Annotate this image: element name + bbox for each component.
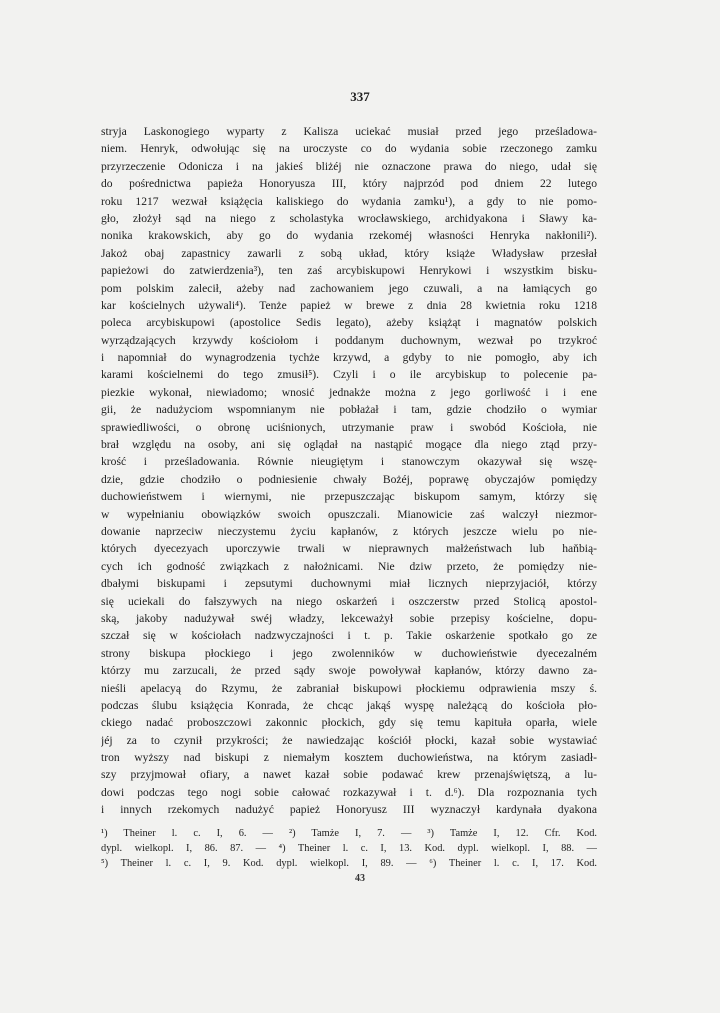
text-line: pom polskim zalecił, ażeby nad zachowaniem jego czuwali, a na łamiących go [101, 281, 597, 295]
text-line: dbałymi biskupami i zepsutymi duchownymi miał licznych nieprzyjaciół, którzy [101, 577, 597, 591]
text-line: niem. Henryk, odwołując się na uroczyste co do wydania sobie rzeczonego zamku [101, 142, 597, 156]
text-line: nieśli apelacyą do Rzymu, że zabraniał biskupowi płockiemu odprawienia mszy ś. [101, 681, 597, 695]
text-line: do pośrednictwa papieża Honoryusza III, który najprzód pod dniem 22 lutego [101, 177, 597, 191]
text-line: i napomniał do wynagrodzenia tychże krzywd, a gdyby to nie pomogło, aby ich [101, 351, 597, 365]
text-line: przyrzeczenie Odonicza i na jakieś bliżéj nie oznaczone prawa do niego, udał się [101, 159, 597, 173]
text-line: ckiego nadać proboszczowi zakonnic płockich, gdy się temu kapituła oparła, wiele [101, 716, 597, 730]
text-line: sprawiedliwości, o obronę uciśnionych, utrzymanie praw i swobód Kościoła, nie [101, 420, 597, 434]
text-line: tron wyższy nad biskupi z niemałym kosztem duchowieństwa, na którym zasiadł- [101, 751, 597, 765]
text-line: papieżowi do zatwierdzenia³), ten zaś arcybiskupowi Henrykowi i wszystkim bisku- [101, 264, 597, 278]
text-line: piezkie wykonał, niewiadomo; wnosić jednakże można z jego gorliwość i i ene [101, 385, 597, 399]
text-line: nonika krakowskich, aby go do wydania rzekoméj własności Henryka nakłonili²). [101, 229, 597, 243]
text-line: cych ich godność związkach z nałożnicami. Nie dziw przeto, że pomiędzy nie- [101, 559, 597, 573]
text-line: którzy mu zarzucali, że przed sądy swoje powoływał kapłanów, którzy dawno za- [101, 664, 597, 678]
text-line: gło, złożył sąd na niego z scholastyka wrocławskiego, archidyakona i Sławy ka- [101, 211, 597, 225]
text-line: poleca arcybiskupowi (apostolice Sedis legato), ażeby książąt i magnatów polskich [101, 316, 597, 330]
text-line: stryja Laskonogiego wyparty z Kalisza uciekać musiał przed jego prześladowa- [101, 125, 597, 138]
text-line: dowanie naprzeciw nieczystemu życiu kapłanów, z których jeszcze wielu po nie- [101, 524, 597, 538]
text-line: Jakoż obaj zapastnicy zawarli z sobą układ, który książe Władysław przesłał [101, 246, 597, 260]
footnote-line: ¹) Theiner l. c. I, 6. — ²) Tamże I, 7. — ³) Tamże I, 12. Cfr. Kod. [101, 828, 597, 839]
text-line: się uciekali do fałszywych na niego oskarżeń i oszczerstw przed Stolicą apostol- [101, 594, 597, 608]
text-line: wyrządzających krzywdy kościołom i poddanym duchownym, wezwał po trzykroć [101, 333, 597, 347]
text-line: krość i prześladowania. Równie nieugiętym i stanowczym okazywał się wszę- [101, 455, 597, 469]
text-line: podczas ślubu książęcia Konrada, że chcąc jakąś wyspę należącą do kościoła pło- [101, 698, 597, 712]
footnotes [101, 826, 597, 871]
text-line: w wypełnianiu obowiązków swoich opuszczali. Mianowicie zaś walczył niezmor- [101, 507, 597, 521]
text-line: i innych rzekomych nadużyć papież Honoryusz III wyznaczył kardynała dyakona [101, 803, 597, 817]
footnote-line: dypl. wielkopl. I, 86. 87. — ⁴) Theiner l. c. I, 13. Kod. dypl. wielkopl. I, 88. — [101, 843, 597, 854]
text-line: brał względu na osoby, ani się oglądał na nastąpić mogące dla niego ztąd przy- [101, 438, 597, 452]
text-line: szy przyjmował ofiary, a nawet kazał sobie podawać krew przenajświętszą, a lu- [101, 768, 597, 782]
text-line: duchowieństwem i wiernymi, nie przepuszczając biskupom samym, którzy się [101, 490, 597, 504]
text-line: strony biskupa płockiego i jego zwolenników w duchowieństwie dyecezalném [101, 646, 597, 660]
text-line: dowi podczas tego nogi sobie całować rozkazywał i t. d.⁶). Dla rozpoznania tych [101, 785, 597, 799]
text-line: kar kościelnych używali⁴). Tenże papież w brewe z dnia 28 kwietnia roku 1218 [101, 298, 597, 312]
text-line: roku 1217 wezwał książęcia kaliskiego do wydania zamku¹), a gdy to nie pomo- [101, 194, 597, 208]
text-line: szczał się w kościołach nadzwyczajności i t. p. Takie oskarżenie spotkało go ze [101, 629, 597, 643]
footnote-line: ⁵) Theiner l. c. I, 9. Kod. dypl. wielkopl. I, 89. — ⁶) Theiner l. c. I, 17. Kod. [101, 858, 597, 869]
text-line: ską, jakoby nadużywał swéj władzy, lekceważył sobie przepisy kościelne, dopu- [101, 611, 597, 625]
page-number: 337 [350, 89, 370, 104]
text-line: karami kościelnemi do tego zmusił⁵). Czyli i o ile arcybiskup to polecenie pa- [101, 368, 597, 382]
text-line: których dyecezyach uporczywie trwali w nieprawnych małżeństwach lub haňbią- [101, 542, 597, 556]
text-line: jéj za to czynił przykrości; że nawiedzając kościół płocki, kazał sobie wystawiać [101, 733, 597, 747]
body-text [101, 123, 597, 819]
text-line: gii, że nadużyciom wspomnianym nie pobłażał i tam, gdzie chodziło o wymiar [101, 403, 597, 417]
text-line: dzie, gdzie chodziło o podniesienie chwały Bożéj, poprawę obyczajów pomiędzy [101, 472, 597, 486]
printer-signature-mark: 43 [355, 873, 365, 884]
